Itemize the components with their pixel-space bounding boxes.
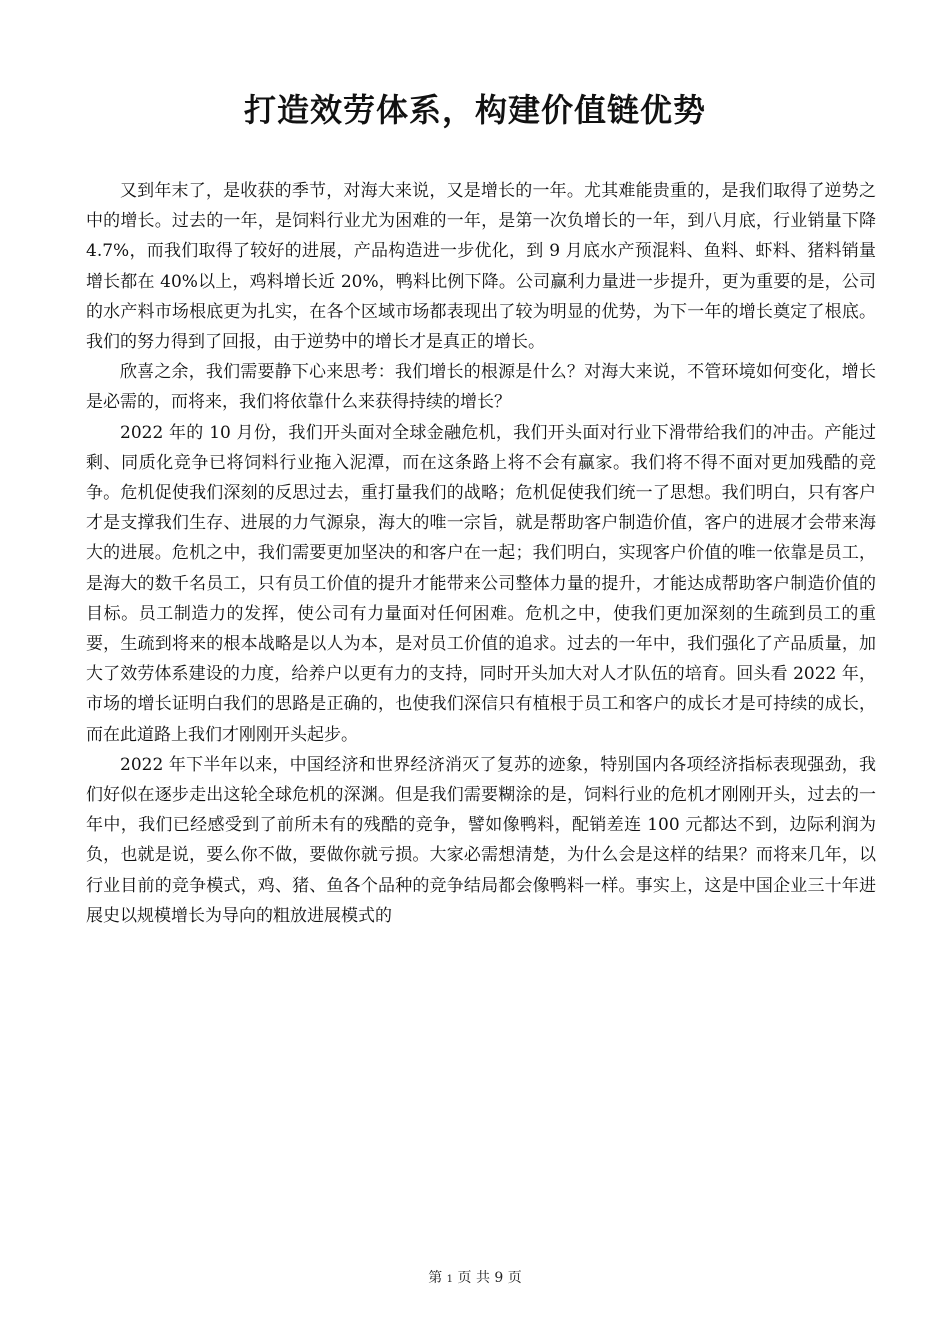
footer-prefix: 第 xyxy=(428,1270,443,1286)
footer-middle: 页 共 xyxy=(457,1270,490,1286)
footer-page-number: 1 xyxy=(446,1274,454,1285)
footer-total-pages: 9 xyxy=(494,1270,504,1286)
paragraph-2: 欣喜之余，我们需要静下心来思考：我们增长的根源是什么？对海大来说，不管环境如何变化，增长是必需的，而将来，我们将依靠什么来获得持续的增长？ xyxy=(86,362,876,413)
paragraph-3: 2022 年的 10 月份，我们开头面对全球金融危机，我们开头面对行业下滑带给我们的冲击。产能过剩、同质化竞争已将饲料行业拖入泥潭，而在这条路上将不会有赢家。我们将不得不面对更加残酷的竞争。危机促使我们深刻的反思过去，重打量我们的战略；危机促使我们统一了思想。我们明白，只有客户才是支撑我们生存、进展的力气源泉，海大的唯一宗旨，就是帮助客户制造价值，客户的进展才会带来海大的进展。危机之中，我们需要更加坚决的和客户在一起；我们明白，实现客户价值的唯一依靠是员工，是海大的数千名员工，只有员工价值的提升才能带来公司整体力量的提升，才能达成帮助客户制造价值的目标。员工制造力的发挥，使公司有力量面对任何困难。危机之中，使我们更加深刻的生疏到员工的重要，生疏到将来的根本战略是以人为本，是对员工价值的追求。过去的一年中，我们强化了产品质量，加大了效劳体系建设的力度，给养户以更有力的支持，同时开头加大对人才队伍的培育。回头看 2022 年，市场的增长证明白我们的思路是正确的，也使我们深信只有植根于员工和客户的成长才是可持续的成长，而在此道路上我们才刚刚开头起步。 xyxy=(86,422,876,745)
document-body xyxy=(86,176,876,931)
page-footer xyxy=(0,1268,950,1290)
footer-suffix: 页 xyxy=(507,1270,522,1286)
document-title: 打造效劳体系，构建价值链优势 xyxy=(243,91,706,129)
paragraph-4: 2022 年下半年以来，中国经济和世界经济消灭了复苏的迹象，特别国内各项经济指标表现强劲，我们好似在逐步走出这轮全球危机的深渊。但是我们需要糊涂的是，饲料行业的危机才刚刚开头，过去的一年中，我们已经感受到了前所未有的残酷的竞争，譬如像鸭料，配销差连 100 元都达不到，边际利润为负，也就是说，要么你不做，要做你就亏损。大家必需想清楚，为什么会是这样的结果？而将来几年，以行业目前的竞争模式，鸡、猪、鱼各个品种的竞争结局都会像鸭料一样。事实上，这是中国企业三十年进展史以规模增长为导向的粗放进展模式的 xyxy=(86,754,876,926)
paragraph-1: 又到年末了，是收获的季节，对海大来说，又是增长的一年。尤其难能贵重的，是我们取得了逆势之中的增长。过去的一年，是饲料行业尤为困难的一年，是第一次负增长的一年，到八月底，行业销量下降 4.7%，而我们取得了较好的进展，产品构造进一步优化，到 9 月底水产预混料、鱼料、虾料、猪料销量增长都在 40%以上，鸡料增长近 20%，鸭料比例下降。公司赢利力量进一步提升，更为重要的是，公司的水产料市场根底更为扎实，在各个区域市场都表现出了较为明显的优势，为下一年的增长奠定了根底。我们的努力得到了回报，由于逆势中的增长才是真正的增长。 xyxy=(86,181,876,353)
